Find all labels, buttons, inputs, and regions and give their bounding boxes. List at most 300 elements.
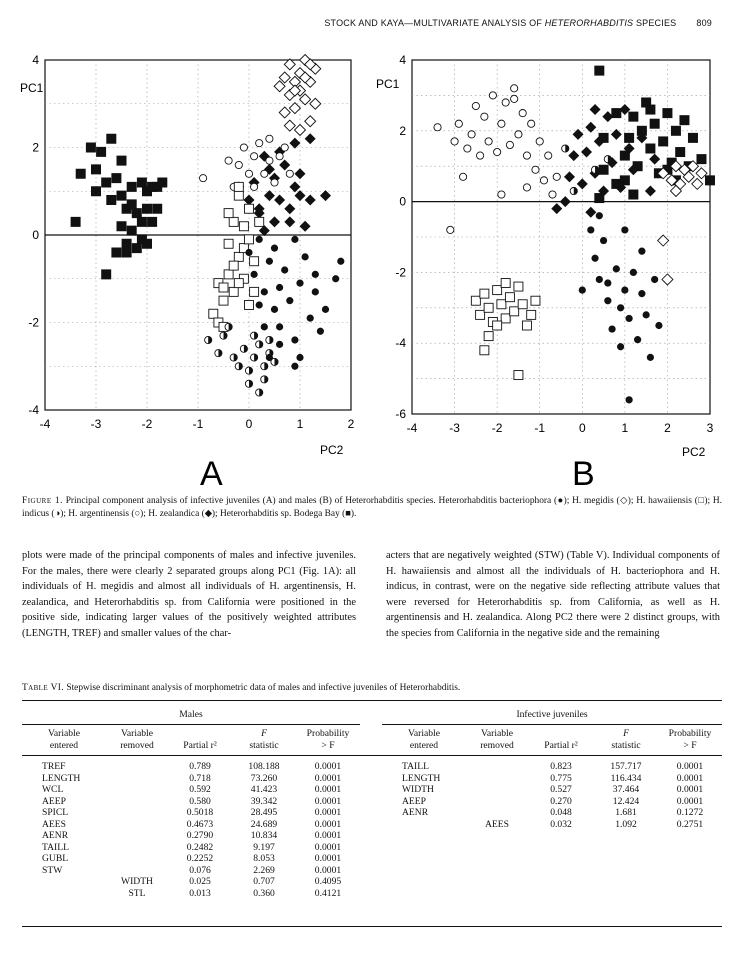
data-point-open-square [527,310,536,319]
data-point-open-square [531,296,540,305]
table-cell: 0.580 [189,795,211,807]
table-cell: 12.424 [612,795,640,807]
x-axis-label: PC2 [682,445,706,459]
table-cell: STW [42,864,63,876]
data-point-open-square [471,296,480,305]
data-point-filled-square [688,133,698,143]
data-point-open-square [224,239,233,248]
data-point-filled-circle [638,290,645,297]
table-cell: AENR [42,830,69,841]
y-tick-label: -6 [395,407,406,421]
data-point-filled-square [147,217,157,227]
data-point-filled-square [645,144,655,154]
data-point-half-circle [235,363,242,370]
table-cell: 8.053 [253,853,275,864]
data-point-filled-square [91,186,101,196]
table-cell: 9.197 [253,841,275,853]
data-point-filled-square [111,173,121,183]
table-cell: 0.270 [550,795,572,807]
data-point-filled-diamond [568,150,579,161]
table-cell: 0.823 [550,761,572,772]
data-point-filled-circle [286,297,293,304]
data-point-open-square [219,296,228,305]
data-point-filled-square [594,66,604,76]
table-row [22,865,360,877]
table-cell [106,865,168,877]
table-cell [106,830,168,842]
table-cell: 28.495 [250,807,278,818]
column-header-line1: Variable [481,728,513,739]
data-point-filled-diamond [645,185,656,196]
data-point-filled-circle [596,276,603,283]
data-point-filled-circle [261,288,268,295]
data-point-filled-circle [291,363,298,370]
data-point-filled-circle [281,266,288,273]
table-cell: 1.681 [615,807,637,818]
data-point-filled-diamond [305,133,316,144]
data-point-filled-diamond [274,195,285,206]
data-point-filled-square [137,178,147,188]
table-cell: 0.0001 [314,841,342,853]
data-point-open-circle [251,153,258,160]
data-point-open-circle [515,131,522,138]
table-cell: 0.025 [189,876,211,887]
data-point-filled-square [696,154,706,164]
table-row [382,773,722,785]
x-tick-label: 0 [578,421,586,435]
data-point-filled-circle [291,236,298,243]
data-point-open-circle [276,153,283,160]
x-axis-label: PC2 [320,443,344,457]
x-tick-label: 0 [245,417,253,431]
data-point-filled-circle [608,325,615,332]
data-point-open-square [239,222,248,231]
data-point-open-circle [485,138,492,145]
data-point-open-circle [481,113,488,120]
table-cell: 0.0001 [676,761,704,772]
data-point-filled-circle [322,306,329,313]
table-cell: 0.0001 [314,761,342,772]
males-table [22,728,360,899]
ij-table-header [382,728,722,761]
data-point-filled-circle [626,315,633,322]
data-point-half-circle [591,166,598,173]
data-point-open-square [234,191,243,200]
data-point-filled-diamond [649,154,660,165]
data-point-open-square [224,270,233,279]
data-point-open-circle [549,191,556,198]
data-point-filled-circle [276,284,283,291]
data-point-filled-square [76,169,86,179]
body-text-right-column: acters that are negatively weighted (STW) (Table V). Individual components of H. hawaiiensis and almost all the individuals of H. bacteriophora and H. indicus, in contrast, were on the negative side reflecting attribute values that were reversed for Heterorhabditis sp. from California, as well as H. argentinensis and H. zealandica. Along PC2 there were 2 distinct groups, with the species from California in the negative side and the remaining [386,550,720,639]
data-point-filled-square [645,105,655,115]
ij-heading-rule [382,724,722,725]
data-point-filled-circle [276,323,283,330]
table-cell: AENR [402,807,429,818]
ij-table [382,728,722,830]
x-tick-label: -1 [534,421,546,435]
table-row [22,784,360,796]
table-cell: 1.092 [615,818,637,830]
table-cell: LENGTH [42,772,81,784]
data-point-open-circle [464,145,471,152]
data-point-open-circle [553,173,560,180]
data-point-open-circle [540,177,547,184]
data-point-half-circle [245,380,252,387]
data-point-filled-square [705,175,715,185]
data-point-filled-circle [617,304,624,311]
table-cell [466,807,528,819]
data-point-half-circle [251,332,258,339]
data-point-filled-circle [271,306,278,313]
table-cell: WCL [42,784,64,795]
table-row [22,796,360,808]
table-cell: 0.0001 [314,795,342,807]
data-point-open-square [493,321,502,330]
table-cell [22,876,106,888]
data-point-open-circle [455,120,462,127]
data-point-filled-circle [266,258,273,265]
data-point-half-circle [261,363,268,370]
data-point-open-circle [451,138,458,145]
table-cell: 0.4121 [314,887,342,899]
data-point-filled-circle [613,265,620,272]
table-cell: AEEP [42,795,66,807]
table-cell: 0.0001 [314,784,342,795]
data-point-filled-circle [256,301,263,308]
data-point-open-circle [266,135,273,142]
data-point-filled-circle [256,236,263,243]
data-point-filled-square [137,217,147,227]
data-point-filled-diamond [295,168,306,179]
data-point-filled-circle [621,287,628,294]
data-point-filled-circle [617,343,624,350]
table-cell: WIDTH [402,784,434,795]
figure-panel-b [372,30,743,490]
table-row [22,888,360,900]
data-point-filled-circle [600,237,607,244]
table-cell: 0.4095 [314,876,342,887]
data-point-open-square [497,300,506,309]
data-point-filled-diamond [279,160,290,171]
table-cell [466,773,528,785]
data-point-filled-square [671,126,681,136]
table-cell: 108.188 [248,761,280,772]
data-point-filled-diamond [590,104,601,115]
data-point-open-circle [447,226,454,233]
data-point-half-circle [256,341,263,348]
data-point-filled-square [127,182,137,192]
data-point-open-circle [468,131,475,138]
table-cell: 0.0001 [676,772,704,784]
table-cell [106,819,168,831]
data-point-filled-diamond [581,147,592,158]
data-point-open-square [501,279,510,288]
table-cell: 116.434 [610,772,642,784]
table-cell [22,888,106,900]
data-point-open-circle [511,85,518,92]
data-point-filled-square [71,217,81,227]
table-cell: 0.360 [253,887,275,899]
data-point-open-circle [545,152,552,159]
data-point-open-square [229,261,238,270]
data-point-filled-diamond [289,181,300,192]
y-tick-label: 2 [399,123,406,138]
data-point-open-circle [281,144,288,151]
column-header-line2: entered [49,739,79,751]
data-point-filled-diamond [269,216,280,227]
data-point-filled-circle [312,271,319,278]
data-point-open-square [480,346,489,355]
data-point-open-circle [536,138,543,145]
figure-panel-a [0,30,372,490]
data-point-open-square [493,286,502,295]
males-table-body [22,761,360,899]
data-point-filled-square [662,108,672,118]
data-point-filled-circle [604,279,611,286]
data-point-filled-diamond [560,196,571,207]
table-cell: 0.707 [253,876,275,887]
data-point-open-circle [494,148,501,155]
table-label: Table VI. [22,683,65,693]
data-point-open-circle [506,141,513,148]
data-point-half-circle [205,336,212,343]
data-point-open-circle [286,170,293,177]
table-cell: TAILL [42,841,69,853]
data-point-filled-diamond [611,129,622,140]
data-point-open-diamond [300,94,311,105]
running-header [0,18,712,28]
data-point-half-circle [256,389,263,396]
table-row [382,807,722,819]
data-point-open-square [255,217,264,226]
data-point-filled-circle [587,226,594,233]
body-text-left-column: plots were made of the principal components of males and infective juveniles. For the males, there were clearly 2 separated groups along PC1 (Fig. 1A): all individuals of H. megidis and almost all individuals of H. argentinensis, H. zealandica, and Heterorhabditis sp. from California were positioned in the positive side, indicating larger values of the positively weighted attributes (LENGTH, TREF) and smaller values of the char- [22,550,356,639]
table-cell: AEES [42,818,66,830]
data-point-filled-circle [261,323,268,330]
data-point-open-square [229,217,238,226]
table-cell [466,784,528,796]
table-cell [106,773,168,785]
table-cell: TAILL [402,761,429,772]
data-point-half-circle [245,367,252,374]
data-point-filled-square [650,119,660,129]
data-point-open-square [484,303,493,312]
data-point-open-square [229,287,238,296]
data-point-filled-circle [626,396,633,403]
data-point-open-diamond [692,178,703,189]
table-cell [466,796,528,808]
column-header-line2: > F [683,739,697,751]
y-axis-label: PC1 [376,77,400,91]
males-heading: Males [179,709,203,720]
table-cell: 0.076 [189,864,211,876]
data-point-filled-square [675,147,685,157]
column-header-line2: statistic [611,739,641,751]
data-point-half-circle [251,354,258,361]
data-point-filled-circle [591,255,598,262]
data-point-filled-diamond [284,216,295,227]
table-cell: STL [128,887,146,899]
data-point-filled-diamond [573,129,584,140]
data-point-open-square [514,282,523,291]
data-point-filled-square [679,115,689,125]
data-point-filled-circle [651,276,658,283]
data-point-filled-circle [604,297,611,304]
data-point-filled-diamond [264,190,275,201]
ij-table-body [382,761,722,830]
running-title-tail: SPECIES [633,18,677,28]
data-point-filled-circle [266,354,273,361]
table-cell: 0.2252 [186,853,214,864]
data-point-open-square [234,182,243,191]
table-top-rule [22,700,722,701]
x-tick-label: -3 [90,417,102,431]
data-point-half-circle [240,345,247,352]
data-point-filled-square [152,204,162,214]
x-tick-label: 2 [664,421,671,435]
table-cell [382,819,466,831]
data-point-filled-circle [245,249,252,256]
y-axis-label: PC1 [20,81,44,95]
data-point-filled-square [106,134,116,144]
column-header-line2: Partial r² [183,739,217,751]
x-tick-label: -2 [491,421,503,435]
figure-caption [22,495,722,520]
page-number: 809 [696,18,712,28]
data-point-filled-circle [579,287,586,294]
table-cell: 0.2482 [186,841,214,853]
table-cell: TREF [42,761,66,772]
data-points [71,55,345,397]
column-header-line1 [168,728,232,740]
data-point-open-diamond [289,103,300,114]
table-cell: 0.592 [189,784,211,795]
data-point-filled-circle [638,248,645,255]
data-point-half-circle [220,332,227,339]
table-row [22,761,360,773]
panel-tag: B [572,455,595,490]
data-point-open-square [224,209,233,218]
data-point-filled-square [117,221,127,231]
column-header-line2: statistic [249,739,279,751]
running-title-genus: HETERORHABDITIS [544,18,634,28]
data-point-open-diamond [658,235,669,246]
data-point-open-square [514,371,523,380]
data-point-filled-circle [251,271,258,278]
data-point-filled-diamond [289,138,300,149]
gridlines [45,60,351,410]
running-title: STOCK AND KAYA—MULTIVARIATE ANALYSIS OF [324,18,545,28]
data-point-open-circle [225,157,232,164]
table-cell: AEES [485,818,509,830]
column-header-line2: removed [480,739,514,751]
tick-labels [28,53,354,431]
data-point-open-circle [502,99,509,106]
table-cell [106,796,168,808]
table-cell: 157.717 [610,761,642,772]
x-tick-label: 3 [706,421,714,435]
data-point-filled-circle [312,288,319,295]
data-point-open-diamond [279,72,290,83]
data-point-filled-diamond [585,122,596,133]
data-point-open-square [209,309,218,318]
table-cell: 24.689 [250,818,278,830]
table-row [22,819,360,831]
data-point-filled-square [157,178,167,188]
data-point-open-circle [511,95,518,102]
data-point-open-circle [434,124,441,131]
data-point-filled-square [91,164,101,174]
data-point-filled-square [86,143,96,153]
y-tick-label: 4 [32,53,39,67]
data-point-open-square [234,279,243,288]
data-point-half-circle [215,350,222,357]
y-tick-label: 4 [399,53,406,67]
data-point-filled-circle [655,322,662,329]
data-point-open-circle [235,161,242,168]
table-row [22,876,360,888]
table-cell: 2.269 [253,864,275,876]
caption-text: Principal component analysis of infective juveniles (A) and males (B) of Heterorhabditis species. Heterorhabditis bacteriophora (●); H. megidis (◇); H. hawaiiensis (□); H. indicus (◑); H. argentinensis (○); H. zealandica (◆); Heterorhabditis sp. Bodega Bay (■). [22,496,722,519]
table-cell [106,761,168,773]
table-row [22,853,360,865]
data-point-open-square [245,301,254,310]
table-cell: WIDTH [121,876,153,887]
data-point-filled-circle [291,336,298,343]
data-point-filled-square [117,191,127,201]
table-row [22,842,360,854]
data-point-open-circle [477,152,484,159]
table-cell: 0.0001 [314,772,342,784]
data-point-open-square [484,332,493,341]
data-point-open-circle [251,183,258,190]
males-heading-rule [22,724,360,725]
y-tick-label: 2 [32,140,39,155]
table-cell: 0.0001 [676,795,704,807]
data-point-filled-diamond [300,221,311,232]
panel-tag: A [200,455,223,490]
data-point-open-diamond [279,107,290,118]
data-point-open-circle [528,120,535,127]
data-point-open-circle [256,140,263,147]
table-row [22,773,360,785]
table-cell: 73.260 [250,772,278,784]
data-point-half-circle [562,145,569,152]
data-point-filled-square [122,248,132,258]
data-point-filled-circle [621,226,628,233]
data-point-filled-square [142,239,152,249]
data-point-filled-circle [317,328,324,335]
table-cell: 39.342 [250,795,278,807]
table-row [382,819,722,831]
data-point-open-square [476,310,485,319]
data-point-open-circle [261,170,268,177]
table-cell: SPICL [42,807,69,818]
column-header-line1: Variable [408,728,440,739]
data-point-filled-circle [296,354,303,361]
data-point-open-square [510,307,519,316]
data-point-filled-square [132,243,142,253]
table-cell: 0.718 [189,772,211,784]
data-point-filled-circle [307,315,314,322]
table-cell: 10.834 [250,830,278,841]
data-point-open-diamond [305,116,316,127]
table-cell: 0.2751 [676,818,704,830]
data-point-filled-circle [634,336,641,343]
data-point-open-square [522,321,531,330]
table-row [382,761,722,773]
